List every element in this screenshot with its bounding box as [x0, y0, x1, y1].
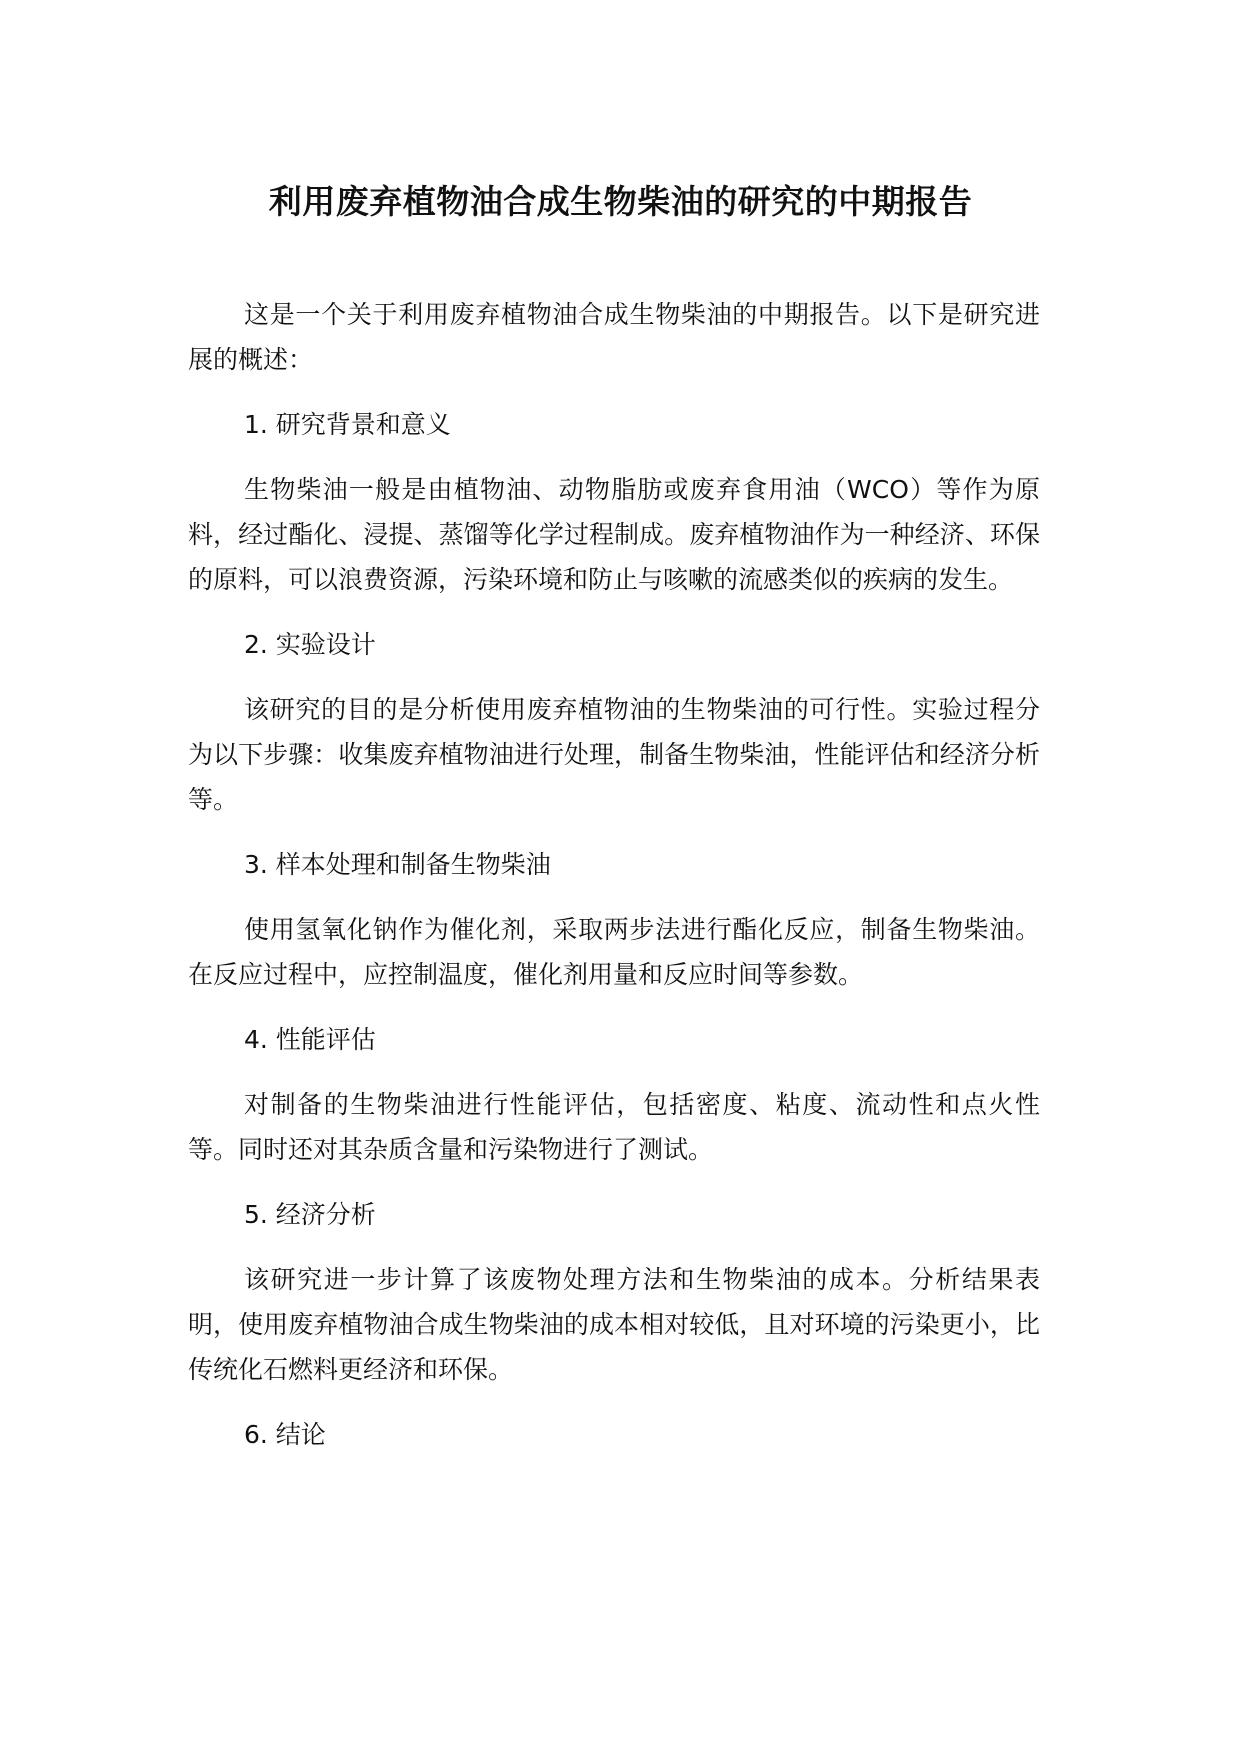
section-text-preparation: 使用氢氧化钠作为催化剂，采取两步法进行酯化反应，制备生物柴油。在反应过程中，应控制温度，催化剂用量和反应时间等参数。 [188, 915, 1040, 989]
section-heading-background: 1. 研究背景和意义 [244, 410, 451, 439]
section-heading-design: 2. 实验设计 [244, 630, 376, 659]
intro-paragraph: 这是一个关于利用废弃植物油合成生物柴油的中期报告。以下是研究进展的概述： [188, 300, 1040, 374]
section-heading-economics: 5. 经济分析 [244, 1200, 376, 1229]
document-title: 利用废弃植物油合成生物柴油的研究的中期报告 [268, 182, 973, 221]
section-heading-conclusion: 6. 结论 [244, 1420, 326, 1449]
section-text-evaluation: 对制备的生物柴油进行性能评估，包括密度、粘度、流动性和点火性等。同时还对其杂质含量和污染物进行了测试。 [188, 1090, 1040, 1164]
section-text-background: 生物柴油一般是由植物油、动物脂肪或废弃食用油（WCO）等作为原料，经过酯化、浸提、蒸馏等化学过程制成。废弃植物油作为一种经济、环保的原料，可以浪费资源，污染环境和防止与咳嗽的流感类似的疾病的发生。 [188, 475, 1040, 594]
section-text-design: 该研究的目的是分析使用废弃植物油的生物柴油的可行性。实验过程分为以下步骤：收集废弃植物油进行处理，制备生物柴油，性能评估和经济分析等。 [188, 695, 1040, 814]
section-heading-preparation: 3. 样本处理和制备生物柴油 [244, 850, 551, 879]
section-text-economics: 该研究进一步计算了该废物处理方法和生物柴油的成本。分析结果表明，使用废弃植物油合成生物柴油的成本相对较低，且对环境的污染更小，比传统化石燃料更经济和环保。 [188, 1265, 1040, 1384]
document-body [188, 292, 1040, 1477]
section-heading-evaluation: 4. 性能评估 [244, 1025, 376, 1054]
